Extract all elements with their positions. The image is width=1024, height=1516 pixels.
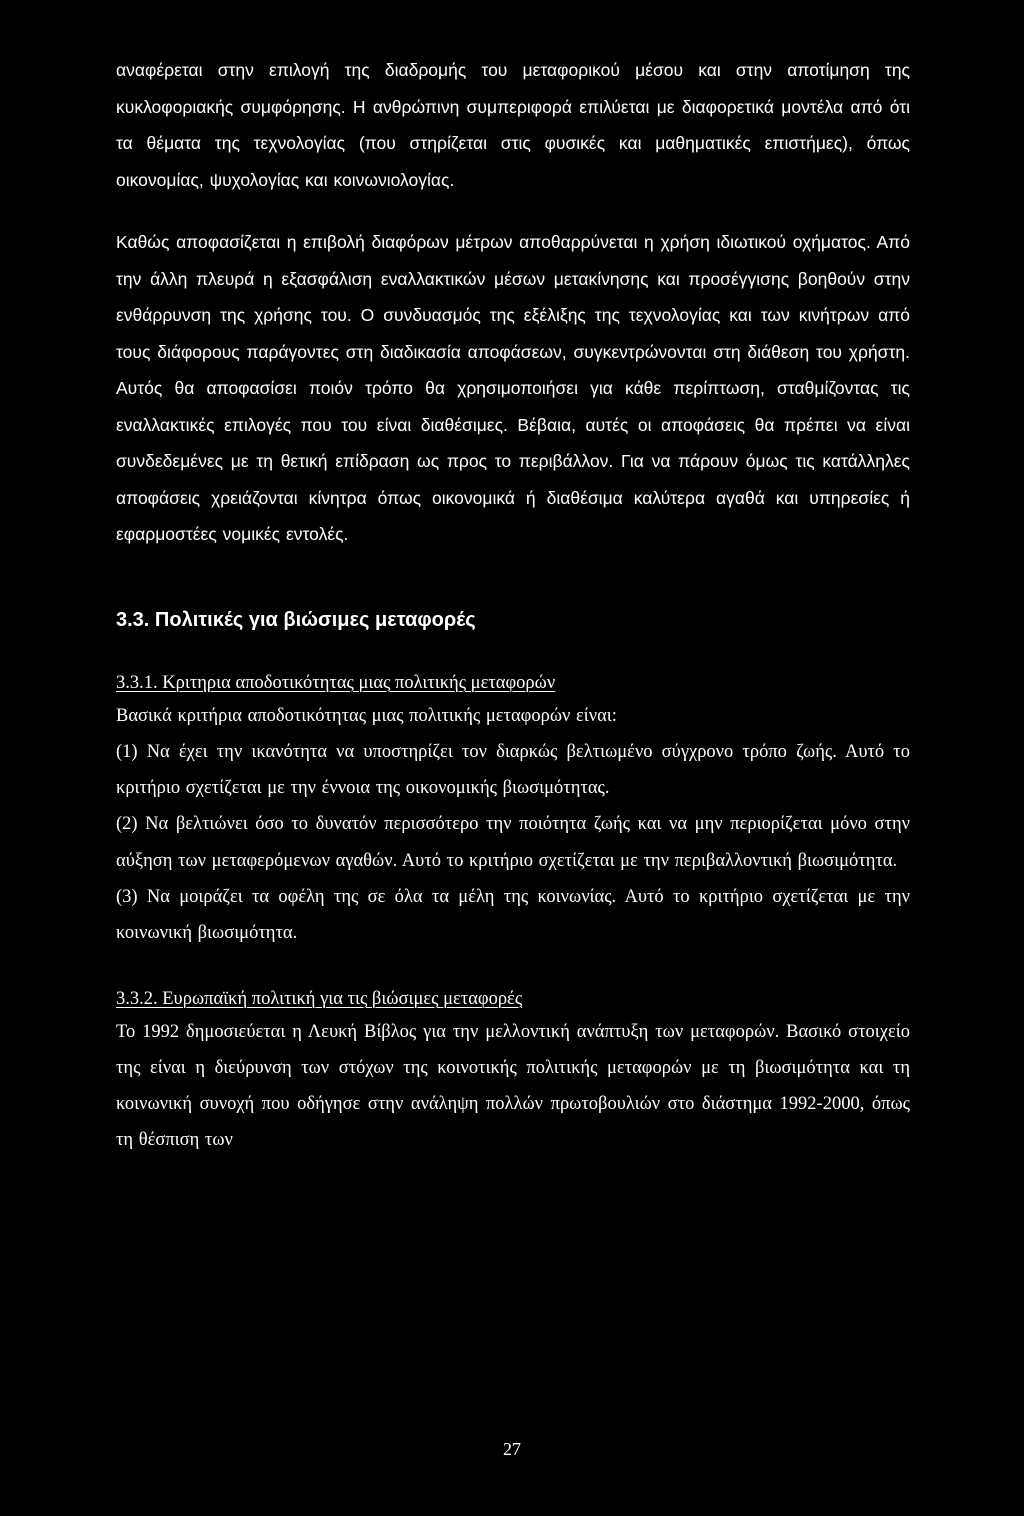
subsection-title-2: 3.3.2. Ευρωπαϊκή πολιτική για τις βιώσιμες μεταφορές: [116, 988, 523, 1009]
subsection-2-paragraph: Το 1992 δημοσιεύεται η Λευκή Βίβλος για την μελλοντική ανάπτυξη των μεταφορών. Βασικό στοιχείο της είναι η διεύρυνση των στόχων της κοινοτικής πολιτικής μεταφορών με τη βιωσιμότητα και τη κοινωνική συνοχή που οδήγησε στην ανάληψη πολλών πρωτοβουλιών στο διάστημα 1992-2000, όπως τη θέσπιση των: [116, 1021, 910, 1151]
intro-paragraph-1: αναφέρεται στην επιλογή της διαδρομής του μεταφορικού μέσου και στην αποτίμηση της κυκλοφοριακής συμφόρησης. Η ανθρώπινη συμπεριφορά επιλύεται με διαφορετικά μοντέλα από ότι τα θέματα της τεχνολογίας (που στηρίζεται στις φυσικές και μαθηματικές επιστήμες), όπως οικονομίας, ψυχολογίας και κοινωνιολογίας.: [116, 60, 910, 190]
intro-paragraph-2: Καθώς αποφασίζεται η επιβολή διαφόρων μέτρων αποθαρρύνεται η χρήση ιδιωτικού οχήματος. Από την άλλη πλευρά η εξασφάλιση εναλλακτικών μέσων μετακίνησης και προσέγγισης βοηθούν στην ενθάρρυνση της χρήσης του. Ο συνδυασμός της εξέλιξης της τεχνολογίας και των κινήτρων από τους διάφορους παράγοντες στη διαδικασία αποφάσεων, συγκεντρώνονται στη διάθεση του χρήστη. Αυτός θα αποφασίσει ποιόν τρόπο θα χρησιμοποιήσει για κάθε περίπτωση, σταθμίζοντας τις εναλλακτικές επιλογές που του είναι διαθέσιμες. Βέβαια, αυτές οι αποφάσεις θα πρέπει να είναι συνδεδεμένες με τη θετική επίδραση ως προς το περιβάλλον. Για να πάρουν όμως τις κατάλληλες αποφάσεις χρειάζονται κίνητρα όπως οικονομικά ή διαθέσιμα καλύτερα αγαθά και υπηρεσίες ή εφαρμοστέες νομικές εντολές.: [116, 232, 910, 544]
criteria-item-3: (3) Να μοιράζει τα οφέλη της σε όλα τα μέλη της κοινωνίας. Αυτό το κριτήριο σχετίζεται με την κοινωνική βιωσιμότητα.: [116, 886, 910, 944]
document-page: [116, 52, 910, 1159]
section-heading: 3.3. Πολιτικές για βιώσιμες μεταφορές: [116, 608, 476, 631]
criteria-item-1: (1) Να έχει την ικανότητα να υποστηρίζει τον διαρκώς βελτιωμένο σύγχρονο τρόπο ζωής. Αυτό το κριτήριο σχετίζεται με την έννοια της οικονομικής βιωσιμότητας.: [116, 741, 910, 799]
criteria-item-2: (2) Να βελτιώνει όσο το δυνατόν περισσότερο την ποιότητα ζωής και να μην περιορίζεται μόνο στην αύξηση των μεταφερόμενων αγαθών. Αυτό το κριτήριο σχετίζεται με την περιβαλλοντική βιωσιμότητα.: [116, 814, 910, 871]
subsection-title-1: 3.3.1. Κριτηρια αποδοτικότητας μιας πολιτικής μεταφορών: [116, 672, 556, 693]
page-number: 27: [503, 1439, 521, 1459]
criteria-intro: Βασικά κριτήρια αποδοτικότητας μιας πολιτικής μεταφορών είναι:: [116, 705, 617, 726]
